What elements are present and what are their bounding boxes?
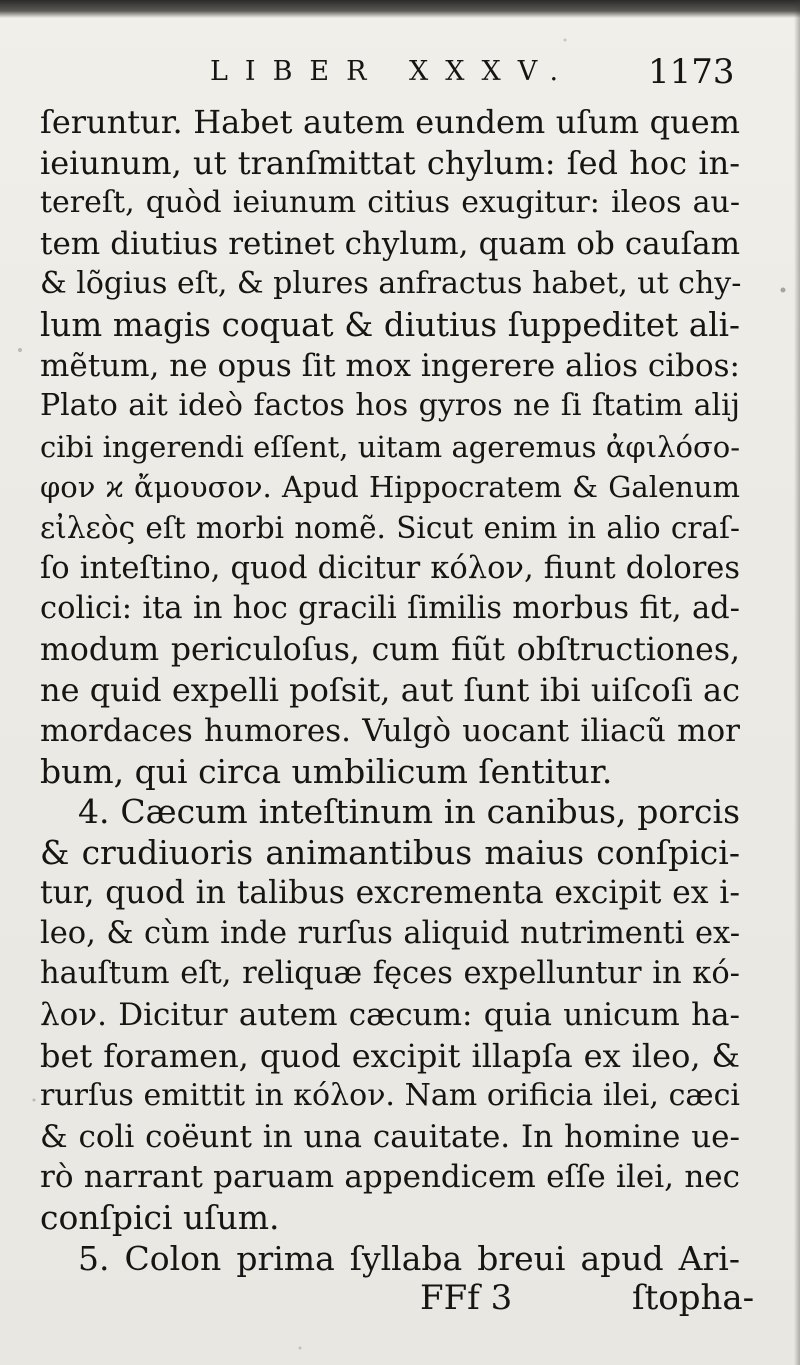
text-line: lum magis coquat & diutius ſuppeditet ali- bbox=[40, 305, 740, 344]
text-line: ſeruntur. Habet autem eundem uſum quem bbox=[40, 103, 740, 141]
text-line: conſpici uſum. bbox=[40, 1198, 280, 1238]
paragraph-start-4: 4. Cæcum inteſtinum in canibus, porcis bbox=[78, 792, 740, 832]
text-line: mordaces humores. Vulgò uocant iliacũ mor bbox=[40, 712, 740, 749]
page-top-shadow bbox=[0, 0, 800, 18]
text-line: & coli coëunt in una cauitate. In homine ue- bbox=[40, 1118, 740, 1155]
text-line: λον. Dicitur autem cæcum: quia unicum ha- bbox=[40, 997, 740, 1034]
text-line: εἰλεὸς eſt morbi nomẽ. Sicut enim in alio craſ- bbox=[40, 510, 740, 545]
paragraph-start-5: 5. Colon prima ſyllaba breui apud Ari- bbox=[78, 1238, 740, 1278]
text-line: modum periculoſus, cum fiũt obſtructiones, bbox=[40, 631, 740, 668]
text-line: tur, quod in talibus excrementa excipit ex i- bbox=[40, 875, 740, 912]
text-line: bet foramen, quod excipit illapſa ex ileo, & bbox=[40, 1036, 740, 1075]
text-line: φον ϰ ἄμουσον. Apud Hippocratem & Galenum bbox=[40, 470, 740, 505]
page-footer bbox=[0, 1278, 800, 1328]
text-line: tereſt, quòd ieiunum citius exugitur: ileos au- bbox=[40, 185, 740, 221]
signature-mark: FFf 3 bbox=[420, 1278, 513, 1318]
text-line: rò narrant paruam appendicem eſſe ilei, nec bbox=[40, 1159, 740, 1196]
text-line: Plato ait ideò factos hos gyros ne ſi ſtatim alij bbox=[40, 388, 740, 424]
text-line: & lõgius eſt, & plures anfractus habet, ut chy- bbox=[40, 266, 742, 302]
text-line: colici: ita in hoc gracili ſimilis morbus fit, ad- bbox=[40, 591, 740, 627]
text-line: hauſtum eſt, reliquæ fęces expelluntur in κό- bbox=[40, 956, 740, 992]
running-head: LIBER XXXV. bbox=[210, 56, 576, 87]
page-number: 1173 bbox=[648, 52, 735, 92]
body-text bbox=[40, 102, 740, 1279]
text-line: ieiunum, ut tranſmittat chylum: ſed hoc in- bbox=[40, 143, 740, 182]
text-line: ne quid expelli poſsit, aut ſunt ibi uiſcoſi ac bbox=[40, 671, 740, 710]
text-line: & crudiuoris animantibus maius conſpici- bbox=[40, 832, 740, 872]
text-line: cibi ingerendi eſſent, uitam ageremus ἀφιλόσο- bbox=[40, 429, 740, 464]
text-line: rurſus emittit in κόλον. Nam orificia ilei, cæci bbox=[40, 1078, 740, 1114]
catchword: ſtopha- bbox=[632, 1278, 755, 1318]
text-line: bum, qui circa umbilicum ſentitur. bbox=[40, 751, 613, 791]
text-line: leo, & cùm inde rurſus aliquid nutrimenti ex- bbox=[40, 915, 740, 951]
page-right-shadow bbox=[794, 0, 800, 1365]
text-line: mẽtum, ne opus ſit mox ingerere alios cibos: bbox=[40, 347, 740, 384]
text-line: ſo inteſtino, quod dicitur κόλον, fiunt dolores bbox=[40, 550, 740, 586]
page-header bbox=[0, 52, 800, 96]
text-line: tem diutius retinet chylum, quam ob cauſam bbox=[40, 225, 740, 262]
